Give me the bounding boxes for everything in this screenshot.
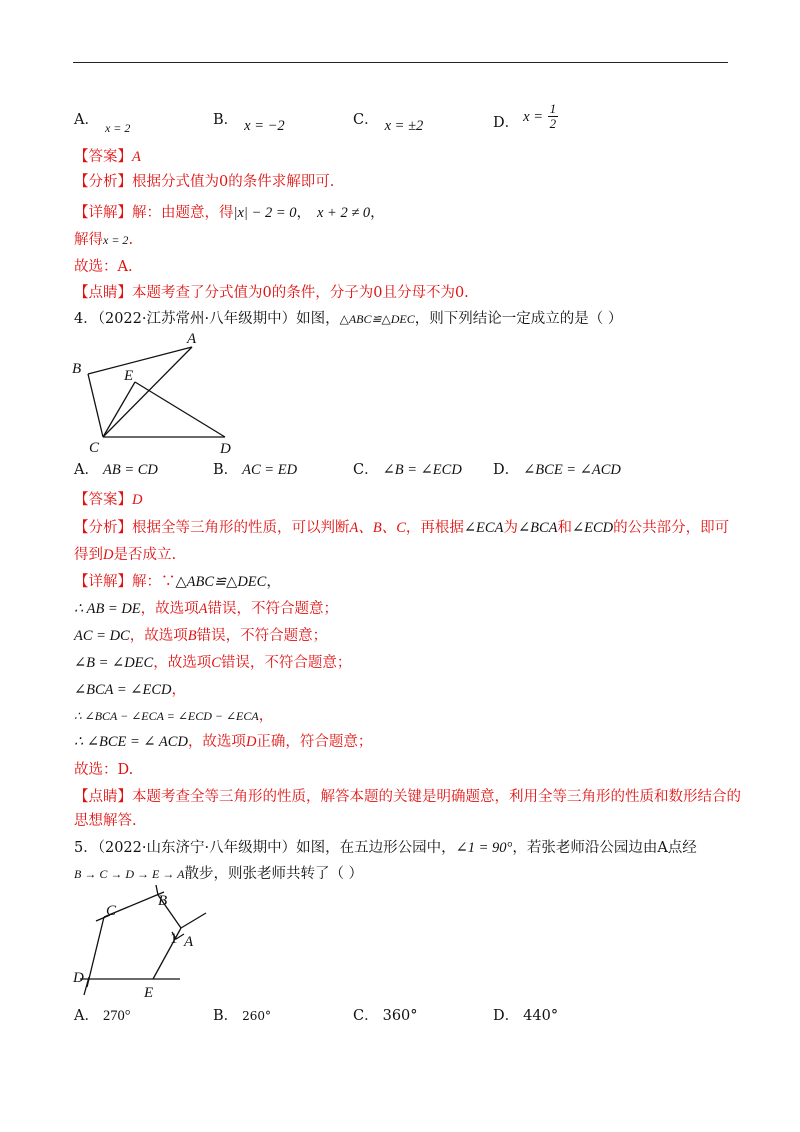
q4-analysis-line2: 得到D是否成立. [74, 547, 177, 563]
seg-ac [103, 347, 192, 437]
q3-choose: 故选：A. [74, 259, 133, 275]
edge-cd [87, 917, 104, 987]
q4-step-6: ∴ ∠BCE = ∠ ACD，故选项D正确，符合题意； [74, 734, 373, 750]
q5-option-d: D． 440° [493, 1008, 559, 1024]
label-c: C [89, 440, 100, 456]
q3-option-c: C． x = ±2 [353, 112, 424, 134]
edge-a-ext [181, 913, 206, 928]
q4-option-b: B． AC = ED [213, 462, 298, 478]
q3-analysis: 【分析】根据分式值为0的条件求解即可. [74, 174, 335, 190]
seg-ed [135, 382, 225, 437]
q4-analysis: 【分析】根据全等三角形的性质，可以判断A、B、C，再根据∠ECA为∠BCA和∠ECD的公共部分，即可 [74, 520, 730, 536]
label-d: D [220, 441, 231, 457]
q4-triangle-figure [60, 330, 260, 460]
q3-detail: 【详解】解：由题意，得|x| − 2 = 0， x + 2 ≠ 0， [74, 205, 385, 221]
q3-answer: 【答案】A [74, 149, 141, 165]
q4-comment-line2: 思想解答. [74, 813, 137, 829]
q4-option-d: D． ∠BCE = ∠ACD [493, 462, 621, 478]
q3-solve: 解得x = 2. [74, 232, 134, 248]
q4-answer: 【答案】D [74, 492, 143, 508]
label-d: D [73, 970, 84, 986]
label-a: A [187, 331, 197, 347]
q4-option-a: A． AB = CD [74, 462, 158, 478]
q4-step-2: AC = DC，故选项B错误，不符合题意； [74, 628, 328, 644]
q4-detail: 【详解】解：∵△ABC≌△DEC， [74, 574, 281, 590]
seg-bc [88, 374, 103, 437]
label-b: B [158, 893, 168, 909]
q4-step-1: ∴ AB = DE，故选项A错误，不符合题意； [74, 601, 339, 617]
label-e: E [144, 985, 154, 1001]
q5-pentagon-figure [60, 885, 230, 1005]
label-a: A [184, 934, 194, 950]
q3-option-b: B． x = −2 [213, 112, 285, 134]
seg-ba [88, 347, 192, 374]
q4-comment: 【点睛】本题考查全等三角形的性质，解答本题的关键是明确题意，利用全等三角形的性质和数形结合的 [74, 789, 741, 805]
q3-comment: 【点睛】本题考查了分式值为0的条件，分子为0且分母不为0. [74, 285, 469, 301]
fraction: $\frac{1}{2}$ [549, 101, 557, 131]
label-one: 1 [170, 931, 178, 947]
q4-step-5: ∴ ∠BCA − ∠ECA = ∠ECD − ∠ECA， [74, 708, 274, 724]
label-e: E [124, 368, 134, 384]
q4-step-4: ∠BCA = ∠ECD， [74, 682, 186, 698]
q3-option-a: A． $_{x = 2}$ [74, 112, 131, 135]
q4-choose: 故选：D. [74, 762, 134, 778]
q3-option-d: D． x = $\frac{1}{2}$ [493, 101, 557, 131]
header-rule [73, 62, 728, 63]
label-c: C [106, 903, 117, 919]
edge-d-ext [84, 977, 89, 995]
q4-stem: 4．（2022·江苏常州·八年级期中）如图，△ABC≌△DEC，则下列结论一定成立的是（ ） [74, 311, 623, 327]
label-b: B [72, 361, 82, 377]
q5-option-c: C． 360° [353, 1008, 418, 1024]
q5-option-b: B． 260° [213, 1008, 272, 1024]
q5-stem: 5．（2022·山东济宁·八年级期中）如图，在五边形公园中，∠1 = 90°，若张老师沿公园边由A点经 [74, 840, 697, 856]
q4-option-c: C． ∠B = ∠ECD [353, 462, 462, 478]
q5-option-a: A． 270° [74, 1008, 131, 1024]
q4-step-3: ∠B = ∠DEC，故选项C错误，不符合题意； [74, 655, 352, 671]
q5-stem-line2: B → C → D → E → A散步，则张老师共转了（ ） [74, 866, 364, 882]
